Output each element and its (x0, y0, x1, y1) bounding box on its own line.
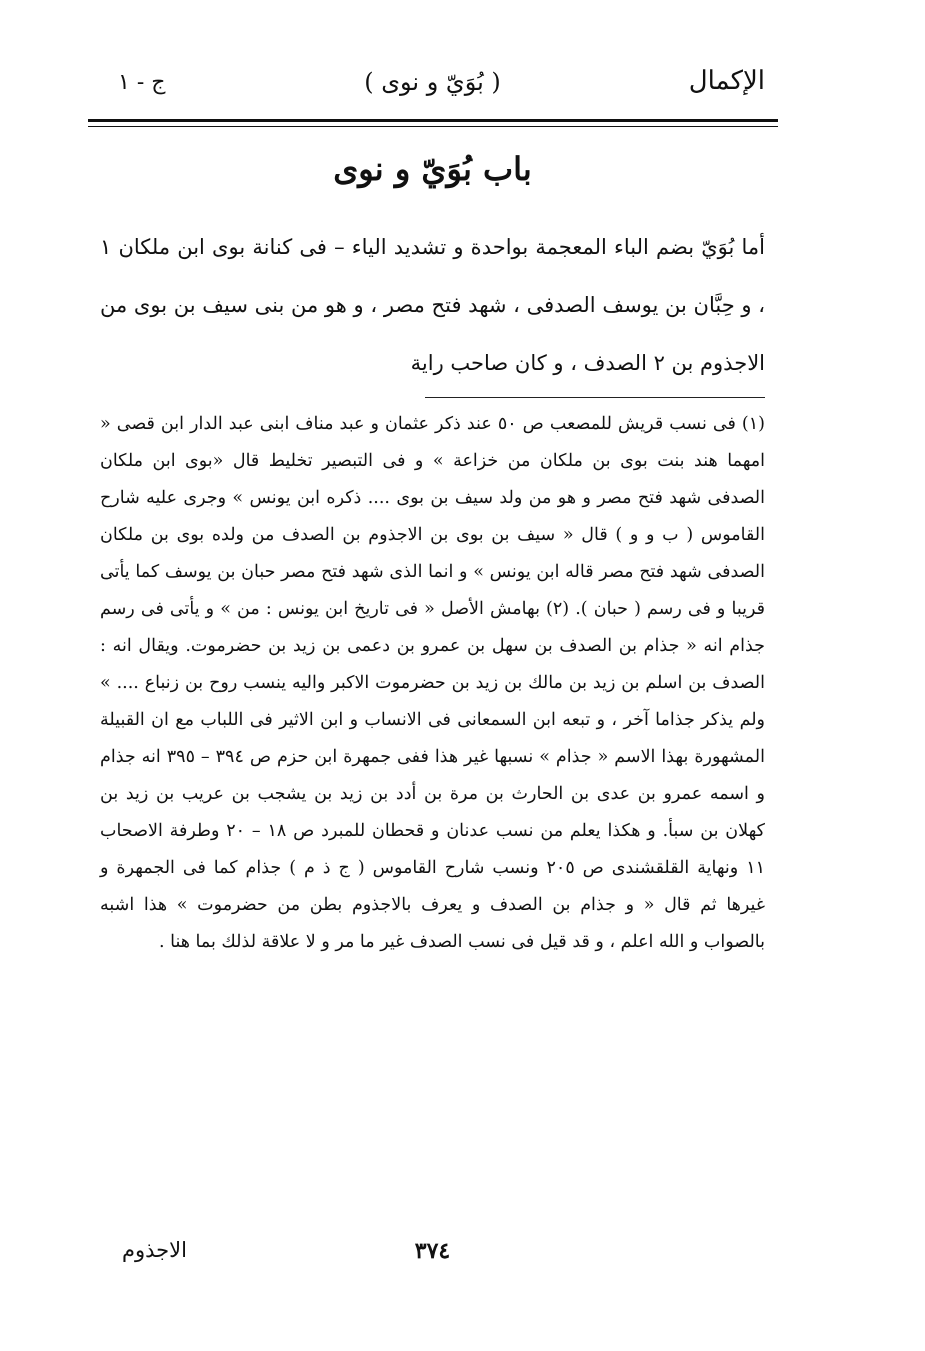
page-footer (100, 1238, 765, 1278)
footnote-text: (١) فى نسب قريش للمصعب ص ٥٠ عند ذكر عثمان و عبد مناف ابنى عبد الدار ابن قصى « امهما هند بنت بوى بن ملكان من خزاعة » و فى التبصير تخليط قال «بوى ابن ملكان الصدفى شهد فتح مصر و هو من ولد سيف بن بوى .... ذكره ابن يونس » وجرى عليه شارح القاموس ( ب و و ) قال « سيف بن بوى بن الاجذوم بن الصدف من ولده بوى بن ملكان الصدفى شهد فتح مصر قاله ابن يونس » و انما الذى شهد فتح مصر حبان بن يوسف كما يأتى قريبا و فى رسم ( حبان ). (٢) بهامش الأصل « فى تاريخ ابن يونس : من » و يأتى فى رسم جذام انه « جذام بن الصدف بن سهل بن عمرو بن دعمى بن زيد بن حضرموت. ويقال انه : الصدف بن اسلم بن زيد بن مالك بن زيد بن حضرموت الاكبر واليه ينسب روح بن زنباع .... » ولم يذكر جذاما آخر ، و تبعه ابن السمعانى فى الانساب و ابن الاثير فى اللباب مع ان القبيلة المشهورة بهذا الاسم « جذام » نسبها غير هذا ففى جمهرة ابن حزم ص ٣٩٤ – ٣٩٥ انه جذام و اسمه عمرو بن عدى بن الحارث بن مرة بن أدد بن زيد بن يشجب بن عريب بن زيد بن كهلان بن سبأ. و هكذا يعلم من نسب عدنان و قحطان للمبرد ص ١٨ – ٢٠ وطرفة الاصحاب ١١ ونهاية القلقشندى ص ٢٠٥ ونسب شارح القاموس ( ج ذ م ) جذام كما فى الجمهرة و غيرها ثم قال « و جذام بن الصدف و يعرف بالاجذوم بطن من حضرموت » هذا اشبه بالصواب و الله اعلم ، و قد قيل فى نسب الصدف غير ما مر و لا علاقة لذلك بما هنا . (100, 414, 765, 952)
chapter-title: باب بُوَيّ و نوى (333, 150, 532, 188)
main-text (100, 218, 765, 392)
catchword: الاجذوم (122, 1238, 187, 1262)
main-paragraph: أما بُوَيّ بضم الباء المعجمة بواحدة و تشديد الياء – فى كنانة بوى ابن ملكان ١ ، و حِبَّان بن يوسف الصدفى ، شهد فتح مصر ، و هو من بنى سيف بن بوى من الاجذوم بن ٢ الصدف ، و كان صاحب راية (100, 235, 765, 375)
section-title: ( بُوَيّ و نوى ) (364, 68, 501, 96)
book-title: الإكمال (688, 66, 765, 96)
running-header (100, 62, 765, 108)
footnote-divider (425, 397, 765, 398)
volume-number: ج - ١ (118, 70, 166, 95)
footnotes (100, 406, 765, 961)
header-rule-thick (88, 119, 778, 122)
header-rule-thin (88, 126, 778, 127)
page-number: ٣٧٤ (414, 1238, 451, 1264)
